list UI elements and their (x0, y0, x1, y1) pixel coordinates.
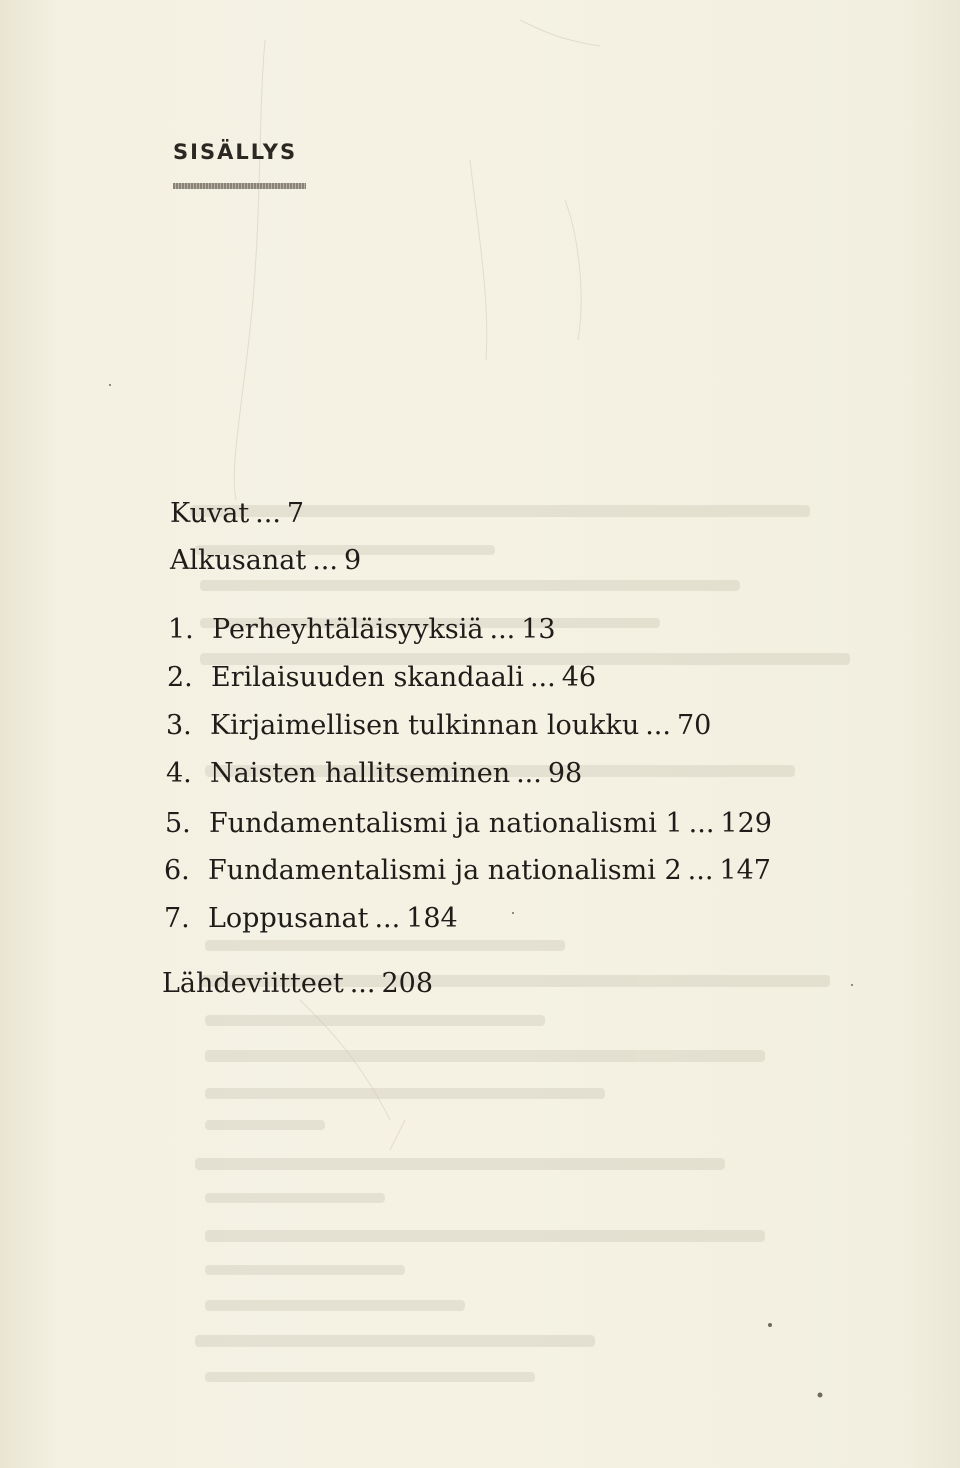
entry-title: Kuvat (170, 498, 250, 529)
entry-number: 1. (168, 614, 194, 645)
entry-separator: ... (645, 710, 671, 741)
entry-title: Alkusanat (170, 545, 307, 576)
entry-number: 7. (164, 903, 190, 934)
entry-number: 2. (167, 662, 193, 693)
entry-page: 7 (286, 498, 305, 529)
entry-page: 129 (720, 808, 772, 839)
entry-title: Loppusanat (208, 903, 369, 934)
entry-title: Erilaisuuden skandaali (211, 662, 524, 693)
entry-number: 3. (166, 710, 192, 741)
toc-entry (166, 758, 582, 789)
toc-entry (167, 662, 596, 693)
entry-page: 208 (381, 968, 434, 999)
entry-separator: ... (529, 662, 556, 693)
entry-title: Kirjaimellisen tulkinnan loukku (210, 710, 640, 741)
entry-title: Perheyhtäläisyyksiä (212, 614, 484, 645)
entry-page: 70 (676, 710, 712, 741)
toc-entry (162, 968, 433, 999)
toc-entry (170, 498, 304, 529)
entry-separator: ... (374, 903, 401, 934)
entry-page: 184 (406, 903, 458, 934)
entry-separator: ... (516, 758, 542, 789)
toc-entry (164, 855, 771, 886)
toc-entry (165, 808, 772, 839)
entry-separator: ... (349, 968, 376, 999)
toc-entry (168, 614, 556, 645)
entry-page: 9 (343, 545, 362, 576)
entry-title: Naisten hallitseminen (210, 758, 511, 789)
entry-separator: ... (687, 855, 714, 886)
entry-title: Lähdeviitteet (162, 968, 344, 999)
toc-entry (164, 903, 458, 934)
entry-number: 5. (165, 808, 191, 839)
entry-separator: ... (489, 614, 516, 645)
entry-number: 4. (166, 758, 192, 789)
entry-page: 147 (719, 855, 771, 886)
toc-entry (170, 545, 361, 576)
entry-page: 98 (547, 758, 583, 789)
entry-separator: ... (312, 545, 338, 576)
entry-number: 6. (164, 855, 190, 886)
entry-title: Fundamentalismi ja nationalismi 1 (209, 808, 683, 839)
entry-separator: ... (688, 808, 715, 839)
entry-page: 46 (561, 662, 597, 693)
page-title: SISÄLLYS (173, 140, 298, 164)
entry-separator: ... (255, 498, 281, 529)
title-underline (173, 183, 306, 189)
toc-entry (166, 710, 711, 741)
entry-title: Fundamentalismi ja nationalismi 2 (208, 855, 682, 886)
entry-page: 13 (521, 614, 556, 645)
